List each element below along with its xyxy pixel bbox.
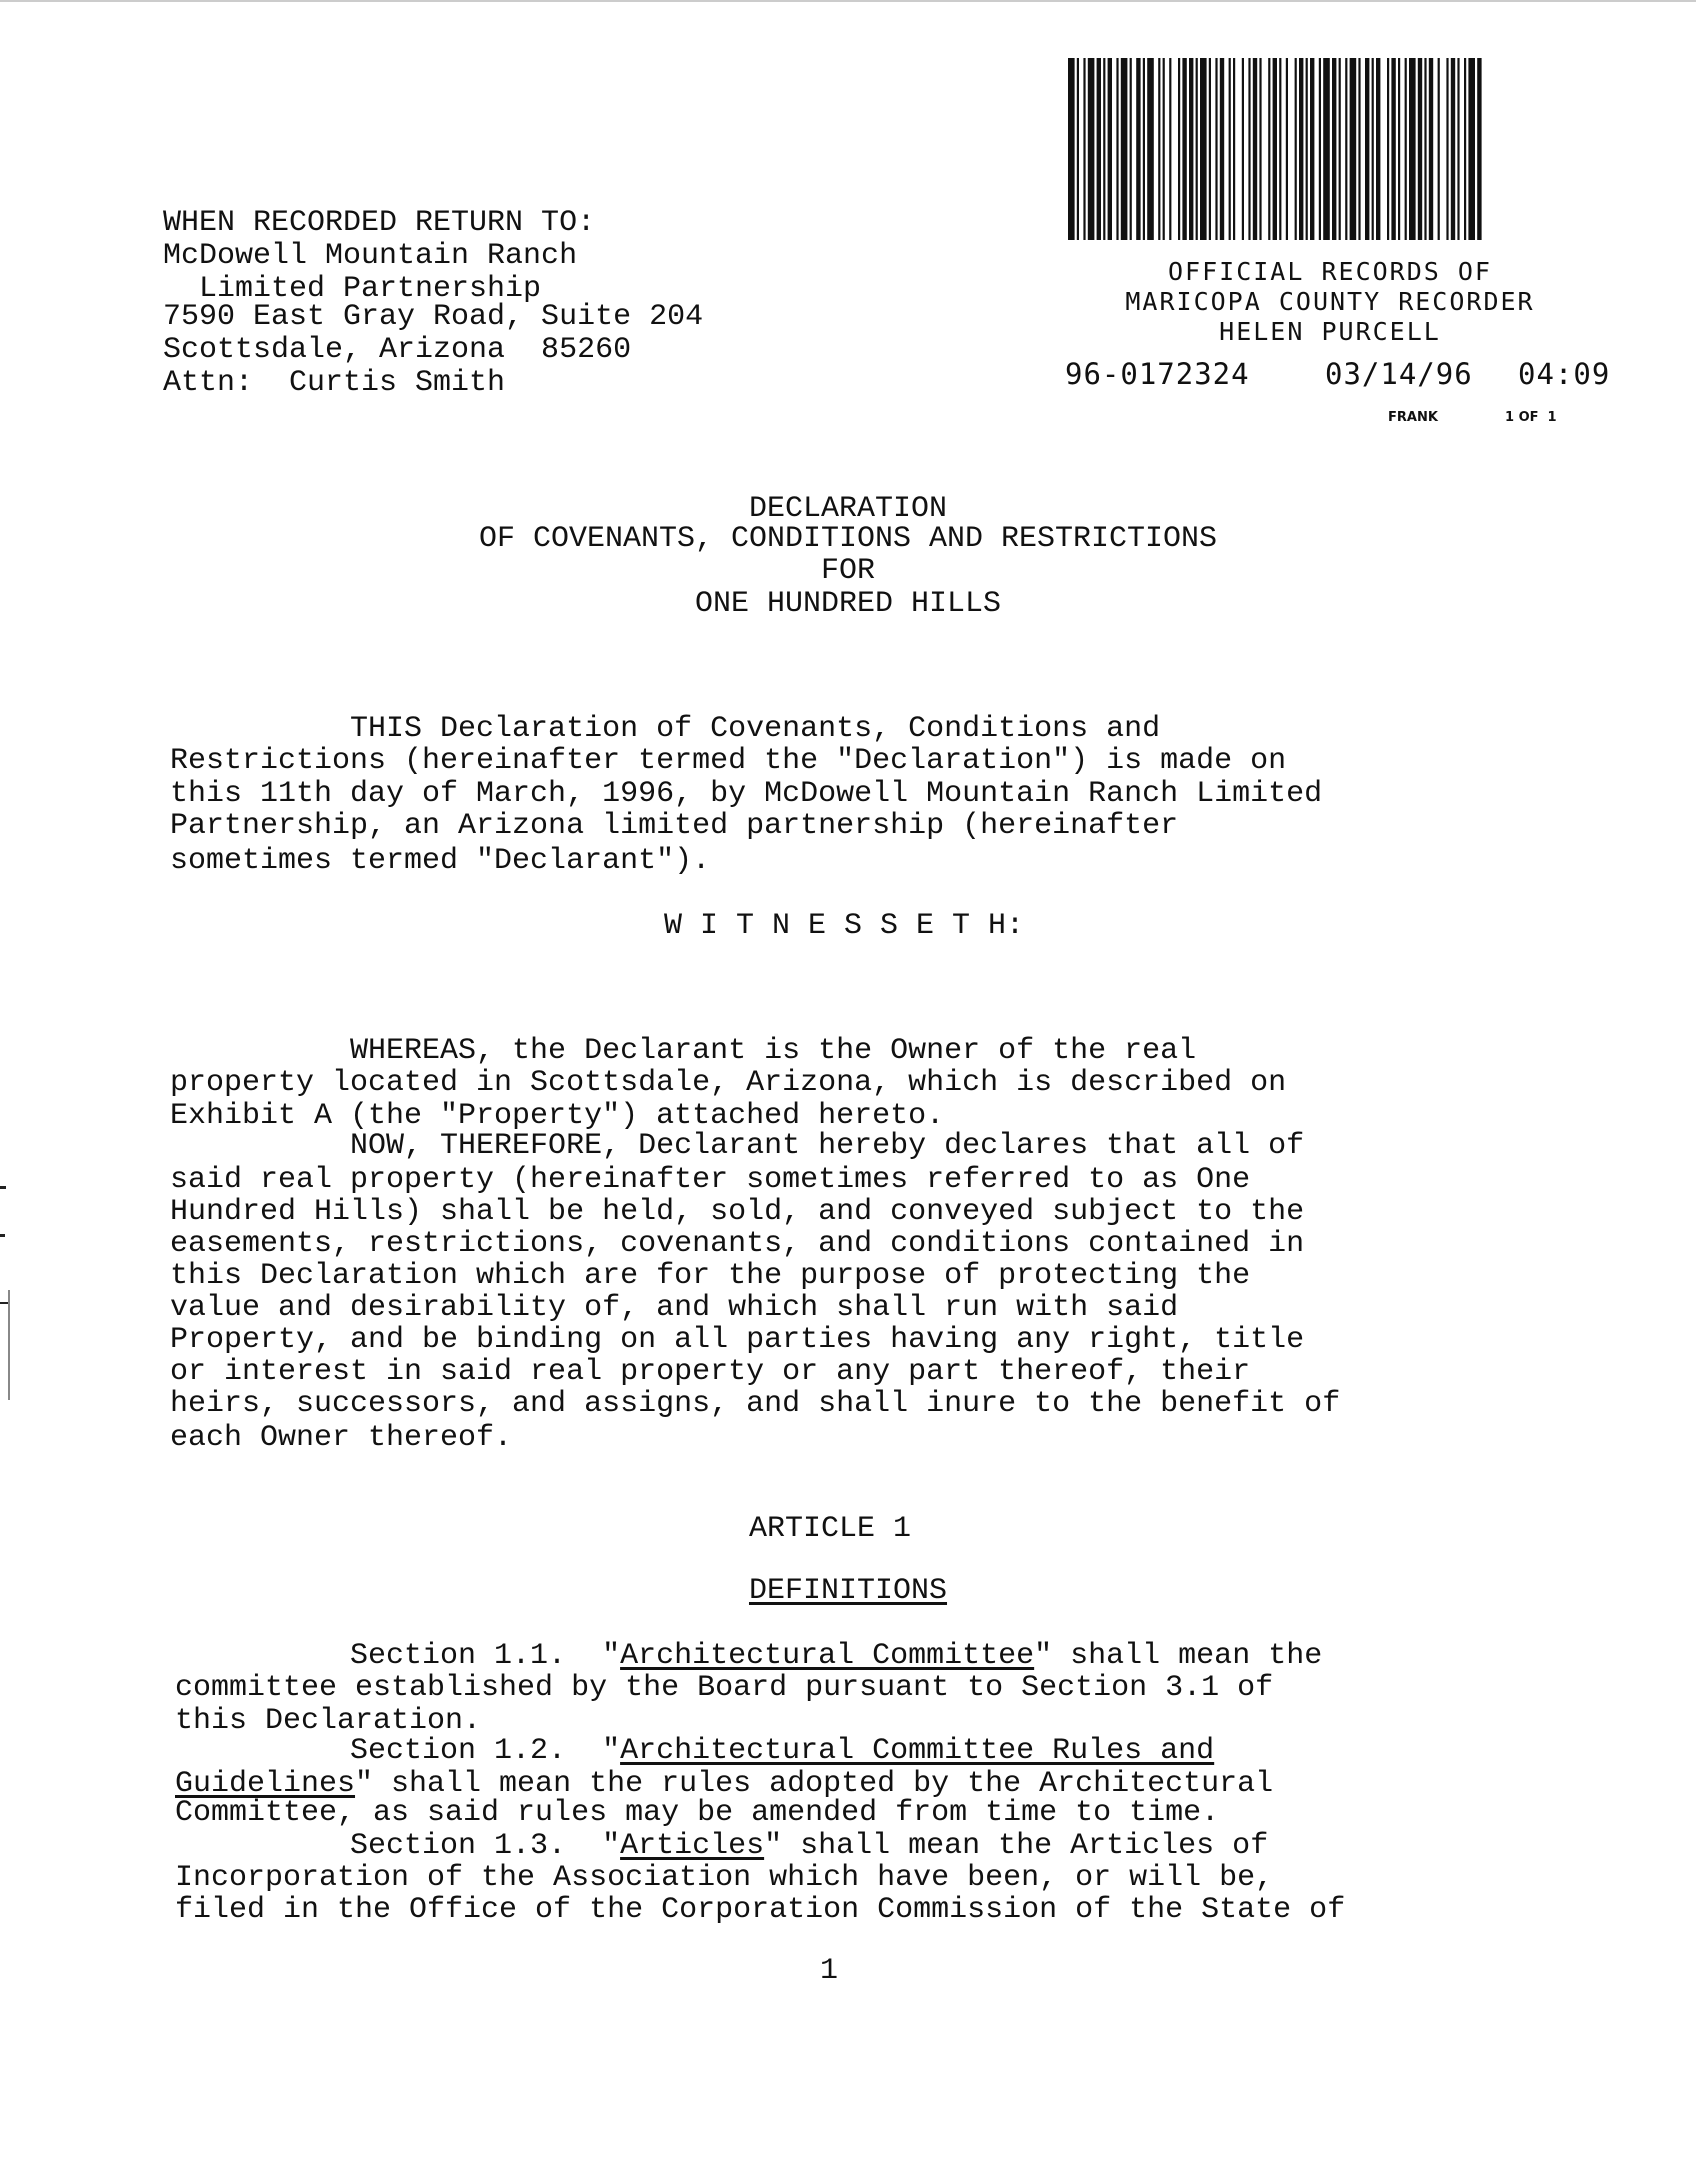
body-line: property located in Scottsdale, Arizona, which is described on: [170, 1066, 1287, 1100]
barcode-bar: [1189, 58, 1193, 240]
title-line: FOR: [820, 554, 875, 588]
body-line: easements, restrictions, covenants, and conditions contained in: [170, 1227, 1305, 1261]
barcode-bar: [1295, 58, 1297, 240]
barcode-bar: [1464, 58, 1466, 240]
definition-text: " shall mean the Articles of: [764, 1829, 1269, 1863]
barcode-bar: [1376, 58, 1380, 240]
title-line: ONE HUNDRED HILLS: [694, 587, 1002, 621]
barcode-bar: [1358, 58, 1360, 240]
record-time: 04:09: [1518, 357, 1611, 391]
barcode-bar: [1418, 58, 1422, 240]
return-line: 7590 East Gray Road, Suite 204: [163, 300, 704, 334]
barcode-bar: [1457, 58, 1459, 240]
barcode-bar: [1196, 58, 1198, 240]
barcode-bar: [1083, 58, 1085, 240]
article-heading-wrap: [0, 1543, 1678, 1607]
return-line: McDowell Mountain Ranch: [163, 239, 578, 273]
article-heading: DEFINITIONS: [748, 1574, 948, 1608]
section-label: Section 1.1. ": [170, 1639, 621, 1673]
barcode-bar: [1200, 58, 1207, 240]
barcode-bar: [1319, 58, 1321, 240]
page-count: 1 OF 1: [1505, 410, 1557, 425]
definition-line: [170, 1830, 1268, 1862]
barcode-bar: [1391, 58, 1395, 240]
body-line: said real property (hereinafter sometimes referred to as One: [170, 1163, 1251, 1197]
scan-border-line: [0, 1302, 8, 1304]
barcode-bar: [1229, 58, 1231, 240]
defined-term: Architectural Committee Rules and: [620, 1734, 1215, 1768]
barcode-bar: [1209, 58, 1211, 240]
return-line: Limited Partnership: [163, 272, 542, 306]
body-line: each Owner thereof.: [170, 1421, 513, 1455]
barcode-bar: [1268, 58, 1270, 240]
barcode-bar: [1215, 58, 1217, 240]
body-line: Exhibit A (the "Property") attached hereto.: [170, 1099, 945, 1133]
definition-line: Incorporation of the Association which have been, or will be,: [175, 1861, 1274, 1895]
record-date: 03/14/96: [1325, 357, 1473, 391]
barcode-bar: [1220, 58, 1224, 240]
barcode-bar: [1398, 58, 1400, 240]
barcode-bar: [1306, 58, 1308, 240]
barcode-bar: [1286, 58, 1288, 240]
barcode-bar: [1372, 58, 1374, 240]
barcode-bar: [1116, 58, 1118, 240]
barcode-bar: [1451, 58, 1455, 240]
article-number: ARTICLE 1: [748, 1512, 912, 1546]
barcode-bar: [1136, 58, 1140, 240]
barcode-bar: [1182, 58, 1186, 240]
recorder-line: MARICOPA COUNTY RECORDER: [1125, 287, 1535, 316]
barcode-bar: [1169, 58, 1171, 240]
return-heading: WHEN RECORDED RETURN TO:: [163, 206, 596, 240]
body-line: Hundred Hills) shall be held, sold, and conveyed subject to the: [170, 1195, 1305, 1229]
barcode-bar: [1068, 58, 1075, 240]
definition-line: this Declaration.: [175, 1704, 482, 1738]
barcode-bar: [1299, 58, 1303, 240]
defined-term: Guidelines: [175, 1767, 356, 1801]
page-number: 1: [820, 1954, 839, 1988]
barcode-bar: [1178, 58, 1180, 240]
barcode-bar: [1279, 58, 1281, 240]
return-line: Attn: Curtis Smith: [163, 366, 506, 400]
definition-line: committee established by the Board pursuant to Section 3.1 of: [175, 1671, 1274, 1705]
barcode-bar: [1387, 58, 1389, 240]
barcode-bar: [1259, 58, 1261, 240]
body-line: this Declaration which are for the purpose of protecting the: [170, 1259, 1251, 1293]
barcode-bar: [1446, 58, 1448, 240]
barcode-bar: [1121, 58, 1128, 240]
section-label: Section 1.2. ": [170, 1734, 621, 1768]
scan-top-line: [0, 0, 1696, 2]
barcode-bar: [1077, 58, 1079, 240]
body-line: Partnership, an Arizona limited partnership (hereinafter: [170, 809, 1179, 843]
body-line: NOW, THEREFORE, Declarant hereby declares that all of: [170, 1129, 1305, 1163]
body-line: Property, and be binding on all parties having any right, title: [170, 1323, 1305, 1357]
barcode-bar: [1332, 58, 1336, 240]
barcode-bar: [1248, 58, 1250, 240]
body-line: heirs, successors, and assigns, and shall inure to the benefit of: [170, 1387, 1341, 1421]
barcode-bar: [1424, 58, 1426, 240]
definition-line: [170, 1640, 1322, 1672]
barcode-bar: [1310, 58, 1314, 240]
barcode-bar: [1350, 58, 1357, 240]
barcode-bar: [1242, 58, 1244, 240]
definition-line: Committee, as said rules may be amended from time to time.: [175, 1796, 1220, 1830]
body-line: sometimes termed "Declarant").: [170, 844, 711, 878]
recorder-line: HELEN PURCELL: [1219, 317, 1441, 346]
record-number: 96-0172324: [1065, 357, 1250, 391]
scan-border-line: [0, 1186, 6, 1189]
scan-border-line: [0, 1234, 5, 1237]
section-label: Section 1.3. ": [170, 1829, 621, 1863]
barcode-bar: [1409, 58, 1416, 240]
barcode-bar: [1468, 58, 1475, 240]
scan-border-line: [8, 1290, 10, 1400]
barcode-bar: [1253, 58, 1257, 240]
body-line: THIS Declaration of Covenants, Conditions and: [170, 712, 1161, 746]
body-line: this 11th day of March, 1996, by McDowell Mountain Ranch Limited: [170, 777, 1323, 811]
barcode-bar: [1438, 58, 1440, 240]
recording-barcode: [1068, 58, 1600, 240]
defined-term: Architectural Committee: [620, 1639, 1035, 1673]
barcode-bar: [1143, 58, 1145, 240]
return-line: Scottsdale, Arizona 85260: [163, 333, 632, 367]
body-line: WHEREAS, the Declarant is the Owner of the real: [170, 1034, 1197, 1068]
barcode-bar: [1365, 58, 1369, 240]
barcode-bar: [1097, 58, 1101, 240]
body-line: value and desirability of, and which shall run with said: [170, 1291, 1179, 1325]
definition-text: " shall mean the: [1034, 1639, 1323, 1673]
barcode-bar: [1323, 58, 1330, 240]
barcode-bar: [1158, 58, 1160, 240]
barcode-bar: [1088, 58, 1095, 240]
barcode-bar: [1163, 58, 1165, 240]
barcode-bar: [1429, 58, 1433, 240]
clerk-name: FRANK: [1388, 410, 1438, 425]
barcode-bar: [1147, 58, 1154, 240]
barcode-bar: [1103, 58, 1105, 240]
barcode-bar: [1108, 58, 1112, 240]
barcode-bar: [1273, 58, 1277, 240]
defined-term: Articles: [620, 1829, 765, 1863]
witnesseth-heading: W I T N E S S E T H:: [663, 909, 1025, 943]
definition-line: filed in the Office of the Corporation Commission of the State of: [175, 1893, 1346, 1927]
body-line: or interest in said real property or any part thereof, their: [170, 1355, 1251, 1389]
barcode-bar: [1345, 58, 1347, 240]
title-line: OF COVENANTS, CONDITIONS AND RESTRICTIONS: [478, 522, 1218, 556]
barcode-bar: [1339, 58, 1341, 240]
recorder-line: OFFICIAL RECORDS OF: [1168, 257, 1492, 286]
title-line: DECLARATION: [748, 492, 948, 526]
definition-line: [170, 1735, 1214, 1767]
barcode-bar: [1477, 58, 1481, 240]
barcode-bar: [1233, 58, 1235, 240]
definition-text: " shall mean the rules adopted by the Architectural: [355, 1767, 1274, 1801]
body-line: Restrictions (hereinafter termed the "Declaration") is made on: [170, 744, 1287, 778]
barcode-bar: [1130, 58, 1132, 240]
barcode-bar: [1405, 58, 1407, 240]
